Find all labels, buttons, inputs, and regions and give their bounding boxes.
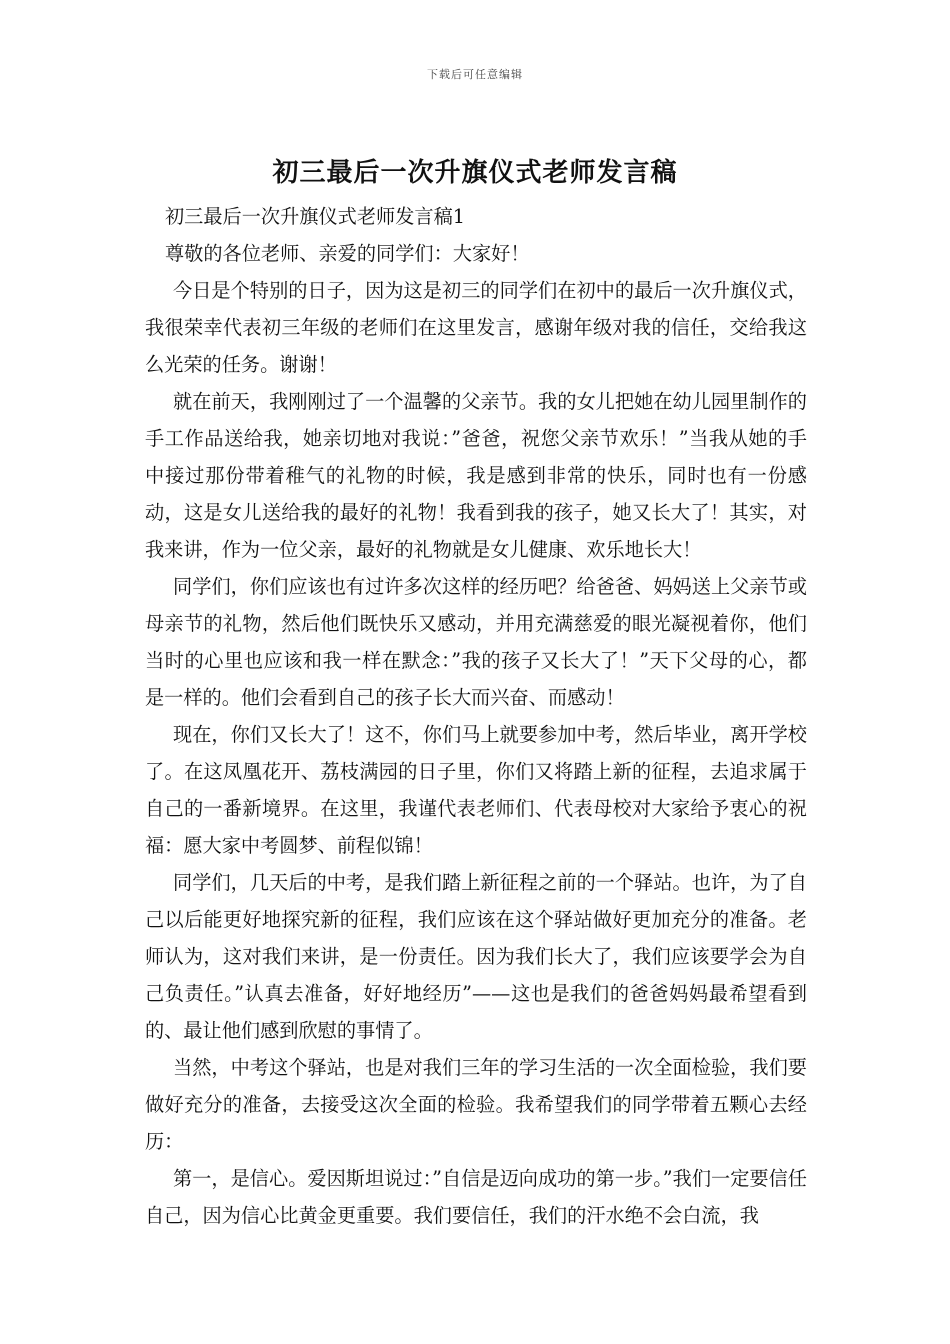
paragraph-3: 同学们，你们应该也有过许多次这样的经历吧？给爸爸、妈妈送上父亲节或母亲节的礼物，然后他们既快乐又感动，并用充满慈爱的眼光凝视着你，他们当时的心里也应该和我一样在默念：”我的孩子又长大了！”天下父母的心，都是一样的。他们会看到自己的孩子长大而兴奋、而感动！	[145, 575, 807, 709]
paragraph-1: 今日是个特别的日子，因为这是初三的同学们在初中的最后一次升旗仪式，我很荣幸代表初三年级的老师们在这里发言，感谢年级对我的信任，交给我这么光荣的任务。谢谢！	[145, 279, 807, 376]
greeting-line: 尊敬的各位老师、亲爱的同学们：大家好！	[165, 242, 530, 265]
document-subtitle: 初三最后一次升旗仪式老师发言稿1	[165, 205, 466, 228]
document-body	[145, 198, 807, 1234]
paragraph-5: 同学们，几天后的中考，是我们踏上新征程之前的一个驿站。也许，为了自己以后能更好地探究新的征程，我们应该在这个驿站做好更加充分的准备。老师认为，这对我们来讲，是一份责任。因为我们长大了，我们应该要学会为自己负责任。”认真去准备，好好地经历”——这也是我们的爸爸妈妈最希望看到的、最让他们感到欣慰的事情了。	[145, 871, 807, 1042]
paragraph-4: 现在，你们又长大了！这不，你们马上就要参加中考，然后毕业，离开学校了。在这凤凰花开、荔枝满园的日子里，你们又将踏上新的征程，去追求属于自己的一番新境界。在这里，我谨代表老师们、代表母校对大家给予衷心的祝福：愿大家中考圆梦、前程似锦！	[145, 723, 807, 857]
paragraph-6: 当然，中考这个驿站，也是对我们三年的学习生活的一次全面检验，我们要做好充分的准备，去接受这次全面的检验。我希望我们的同学带着五颗心去经历：	[145, 1056, 807, 1153]
document-title: 初三最后一次升旗仪式老师发言稿	[272, 158, 678, 188]
paragraph-2: 就在前天，我刚刚过了一个温馨的父亲节。我的女儿把她在幼儿园里制作的手工作品送给我，她亲切地对我说：”爸爸，祝您父亲节欢乐！”当我从她的手中接过那份带着稚气的礼物的时候，我是感到非常的快乐，同时也有一份感动，这是女儿送给我的最好的礼物！我看到我的孩子，她又长大了！其实，对我来讲，作为一位父亲，最好的礼物就是女儿健康、欢乐地长大！	[145, 390, 807, 561]
page-header-note: 下载后可任意编辑	[427, 68, 523, 81]
paragraph-7: 第一，是信心。爱因斯坦说过：”自信是迈向成功的第一步。”我们一定要信任自己，因为信心比黄金更重要。我们要信任，我们的汗水绝不会白流，我	[145, 1167, 807, 1227]
